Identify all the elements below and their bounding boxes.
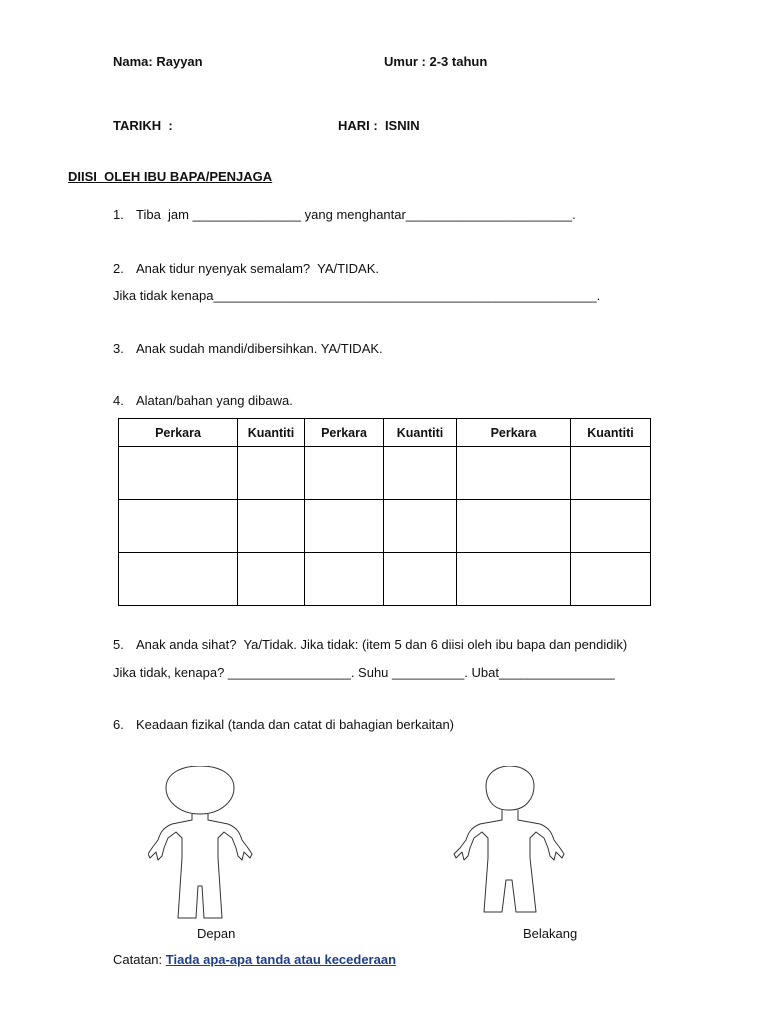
table-cell[interactable] xyxy=(457,447,571,500)
question-3-number: 3. xyxy=(113,341,124,356)
table-cell[interactable] xyxy=(238,500,305,553)
question-6-text: Keadaan fizikal (tanda dan catat di bahagian berkaitan) xyxy=(136,717,454,732)
table-cell[interactable] xyxy=(238,553,305,606)
column-header-kuantiti: Kuantiti xyxy=(238,419,305,447)
question-4-text: Alatan/bahan yang dibawa. xyxy=(136,393,293,408)
section-heading: DIISI OLEH IBU BAPA/PENJAGA xyxy=(68,169,273,184)
question-5-number: 5. xyxy=(113,637,124,652)
column-header-perkara: Perkara xyxy=(305,419,384,447)
question-5-followup: Jika tidak, kenapa? _________________. Suhu __________. Ubat________________ xyxy=(113,665,615,680)
question-2-text: Anak tidur nyenyak semalam? YA/TIDAK. xyxy=(136,261,380,276)
table-cell[interactable] xyxy=(571,500,651,553)
column-header-kuantiti: Kuantiti xyxy=(571,419,651,447)
column-header-perkara: Perkara xyxy=(119,419,238,447)
table-cell[interactable] xyxy=(571,447,651,500)
table-row xyxy=(119,447,651,500)
table-cell[interactable] xyxy=(457,553,571,606)
table-cell[interactable] xyxy=(384,553,457,606)
date-field: TARIKH : xyxy=(113,118,173,133)
body-front-figure[interactable] xyxy=(148,766,268,921)
note-label: Catatan: xyxy=(113,952,166,967)
age-field: Umur : 2-3 tahun xyxy=(384,54,488,69)
items-table xyxy=(118,418,651,606)
table-cell[interactable] xyxy=(119,553,238,606)
table-cell[interactable] xyxy=(571,553,651,606)
note-text[interactable]: Tiada apa-apa tanda atau kecederaan xyxy=(165,952,397,967)
question-4-number: 4. xyxy=(113,393,124,408)
back-figure-label: Belakang xyxy=(523,926,578,941)
table-cell[interactable] xyxy=(457,500,571,553)
note xyxy=(113,952,396,967)
table-cell[interactable] xyxy=(384,447,457,500)
table-cell[interactable] xyxy=(238,447,305,500)
name-field: Nama: Rayyan xyxy=(113,54,203,69)
column-header-perkara: Perkara xyxy=(457,419,571,447)
table-cell[interactable] xyxy=(305,500,384,553)
table-cell[interactable] xyxy=(119,500,238,553)
question-5-text: Anak anda sihat? Ya/Tidak. Jika tidak: (item 5 dan 6 diisi oleh ibu bapa dan pendidik) xyxy=(136,637,628,652)
question-2-followup: Jika tidak kenapa_____________________________________________________. xyxy=(113,288,601,303)
table-cell[interactable] xyxy=(384,500,457,553)
table-cell[interactable] xyxy=(305,447,384,500)
question-1-number: 1. xyxy=(113,207,124,222)
table-header-row xyxy=(119,419,651,447)
body-back-figure[interactable] xyxy=(450,766,575,921)
table-cell[interactable] xyxy=(119,447,238,500)
column-header-kuantiti: Kuantiti xyxy=(384,419,457,447)
front-figure-label: Depan xyxy=(197,926,236,941)
question-6-number: 6. xyxy=(113,717,124,732)
question-2-number: 2. xyxy=(113,261,124,276)
table-cell[interactable] xyxy=(305,553,384,606)
question-3-text: Anak sudah mandi/dibersihkan. YA/TIDAK. xyxy=(136,341,383,356)
question-1-text: Tiba jam _______________ yang menghantar_______________________. xyxy=(136,207,576,222)
table-row xyxy=(119,553,651,606)
day-field: HARI : ISNIN xyxy=(338,118,420,133)
table-row xyxy=(119,500,651,553)
